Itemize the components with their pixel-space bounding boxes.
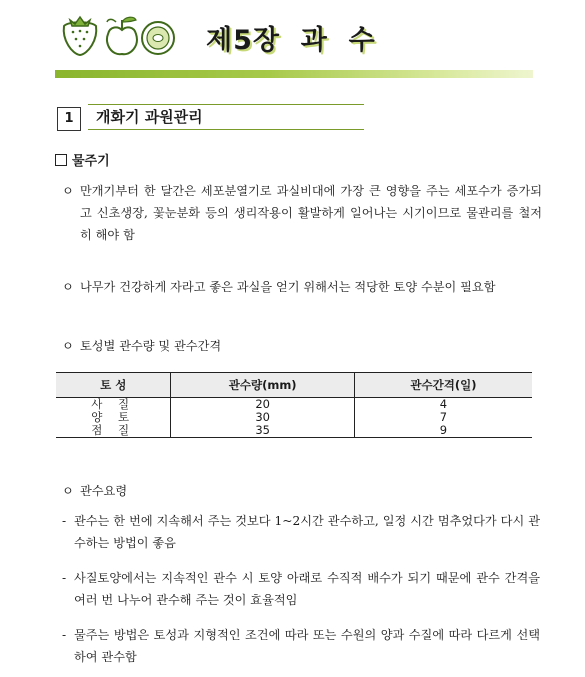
table-header-row xyxy=(56,373,532,398)
dash-text: 사질토양에서는 지속적인 관수 시 토양 아래로 수직적 배수가 되기 때문에 관수 간격을 여러 번 나누어 관수해 주는 것이 효율적임 xyxy=(74,571,540,607)
section-title: 개화기 과원관리 xyxy=(88,104,364,130)
dash-mark: - xyxy=(62,571,67,585)
bullet-text: 토성별 관수량 및 관수간격 xyxy=(80,339,222,353)
bullet-item xyxy=(62,180,542,246)
table-row xyxy=(56,424,532,438)
dash-item xyxy=(62,567,540,611)
column-header-interval: 관수간격(일) xyxy=(354,373,532,398)
bullet-mark: ㅇ xyxy=(62,280,74,294)
table-cell: 20 xyxy=(171,398,354,412)
watering-heading: 관수요령 xyxy=(80,484,128,498)
table-cell: 30 xyxy=(171,411,354,424)
irrigation-table xyxy=(56,372,532,438)
dash-mark: - xyxy=(62,514,67,528)
section-number: 1 xyxy=(57,107,81,131)
kiwi-icon xyxy=(142,22,174,54)
bullet-mark: ㅇ xyxy=(62,484,74,498)
checkbox-square-icon xyxy=(55,154,67,166)
subheading xyxy=(55,150,110,169)
chapter-header xyxy=(58,10,538,58)
table-cell: 4 xyxy=(354,398,532,412)
apple-icon xyxy=(107,17,137,54)
dash-item xyxy=(62,624,540,668)
bullet-text: 나무가 건강하게 자라고 좋은 과실을 얻기 위해서는 적당한 토양 수분이 필요함 xyxy=(80,280,496,294)
strawberry-icon xyxy=(64,17,97,55)
bullet-mark: ㅇ xyxy=(62,339,74,353)
column-header-amount: 관수량(mm) xyxy=(171,373,354,398)
table-cell: 사 질 xyxy=(91,397,136,411)
bullet-text: 만개기부터 한 달간은 세포분열기로 과실비대에 가장 큰 영향을 주는 세포수가 증가되고 신초생장, 꽃눈분화 등의 생리작용이 활발하게 일어나는 시기이므로 물관리를 철저히 해야 함 xyxy=(80,184,542,242)
table-cell: 7 xyxy=(354,411,532,424)
dash-item xyxy=(62,510,540,554)
dash-mark: - xyxy=(62,628,67,642)
bullet-mark: ㅇ xyxy=(62,184,74,198)
fruit-icons xyxy=(58,10,188,58)
table-row xyxy=(56,398,532,412)
header-divider xyxy=(55,70,533,78)
subheading-text: 물주기 xyxy=(72,154,110,169)
table-cell: 35 xyxy=(171,424,354,438)
bullet-item xyxy=(62,480,542,502)
table-cell: 9 xyxy=(354,424,532,438)
table-cell: 점 질 xyxy=(56,424,171,438)
bullet-item xyxy=(62,335,542,357)
dash-text: 관수는 한 번에 지속해서 주는 것보다 1~2시간 관수하고, 일정 시간 멈추었다가 다시 관수하는 방법이 좋음 xyxy=(74,514,540,550)
dash-text: 물주는 방법은 토성과 지형적인 조건에 따라 또는 수원의 양과 수질에 따라 다르게 선택하여 관수함 xyxy=(74,628,540,664)
table-cell: 양 토 xyxy=(91,410,136,424)
column-header-soil: 토 성 xyxy=(56,373,171,398)
chapter-title: 제5장 과 수 xyxy=(206,25,376,56)
bullet-item xyxy=(62,276,542,298)
